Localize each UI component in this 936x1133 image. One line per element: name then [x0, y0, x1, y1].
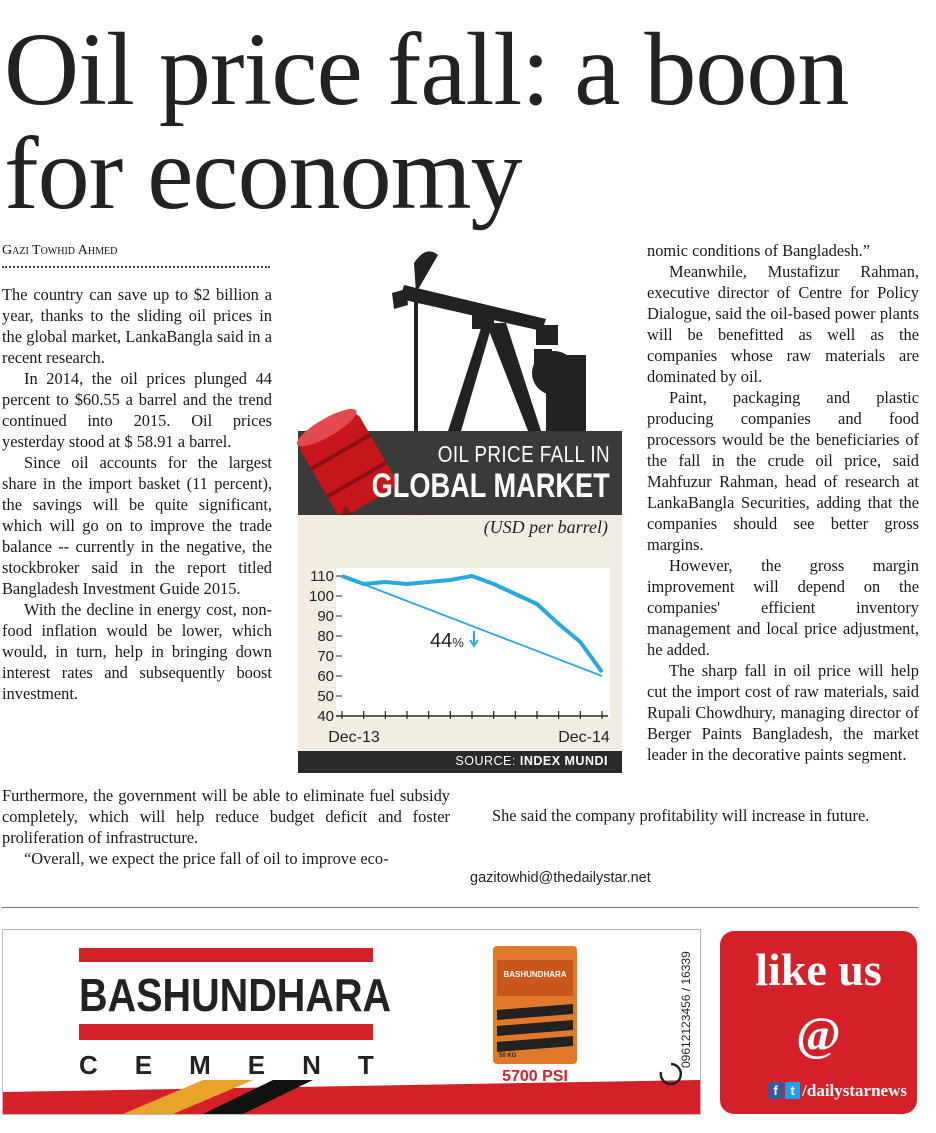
facebook-icon[interactable]: f — [768, 1082, 783, 1099]
like-us-text: like us — [755, 944, 882, 995]
paragraph: Since oil accounts for the largest share in the import basket (11 percent), the savings will be quite significant, which will go on to improve the trade balance -- currently in the negative, the stockbroker said in the report titled Bangladesh Investment Guide 2015. — [2, 453, 272, 598]
paragraph: She said the company profitability will increase in future. — [492, 806, 870, 825]
bag-weight: 50 KG — [499, 1053, 517, 1059]
change-value: 44 — [430, 630, 453, 652]
y-tick-label: 100 — [308, 588, 334, 605]
paragraph: The country can save up to $2 billion a year, thanks to the sliding oil prices in the global market, LankaBangla said in a recent research. — [2, 285, 272, 367]
paragraph: “Overall, we expect the price fall of oil to improve eco- — [24, 849, 389, 868]
ad-artwork — [3, 930, 700, 1114]
article-column-3 — [647, 240, 919, 765]
y-tick-label: 50 — [317, 688, 334, 705]
infographic — [296, 245, 622, 775]
article-column-1 — [2, 284, 272, 704]
source-label: SOURCE: — [455, 754, 516, 768]
byline: Gazi Towhid Ahmed — [2, 243, 118, 258]
y-tick-label: 90 — [317, 608, 334, 625]
headline: Oil price fall: a boon for economy — [4, 12, 849, 231]
twitter-icon[interactable]: t — [785, 1082, 800, 1099]
paragraph: Meanwhile, Mustafizur Rahman, executive director of Centre for Policy Dialogue, said the oil-based power plants will be benefitted as well as the companies whose raw materials are dominated by oil. — [647, 262, 919, 386]
bag-brand: BASHUNDHARA — [503, 970, 567, 979]
paragraph: The sharp fall in oil price will help cut the import cost of raw materials, said Rupali Chowdhury, managing director of Berger Paints Bangladesh, the market leader in the decorative paints segment. — [647, 661, 919, 764]
like-us-ad[interactable] — [720, 931, 917, 1114]
paragraph: Paint, packaging and plastic producing companies and food processors would be the beneficiaries of the fall in the crude oil price, said Mahfuzur Rahman, head of research at LankaBangla Securities, adding that the companies should see better gross margins. — [647, 388, 919, 554]
y-tick-label: 60 — [317, 668, 334, 685]
oil-price-chart — [296, 560, 622, 750]
x-tick-label: Dec-14 — [558, 729, 610, 746]
chart-source — [455, 754, 608, 768]
y-tick-label: 70 — [317, 648, 334, 665]
at-sign: @ — [796, 1008, 841, 1061]
social-handle: /dailystarnews — [802, 1081, 907, 1100]
psi-label: 5700 PSI — [502, 1068, 568, 1085]
ad-divider — [2, 907, 918, 908]
infographic-title-2: GLOBAL MARKET — [371, 467, 610, 505]
byline-divider — [2, 266, 270, 268]
y-tick-label: 80 — [317, 628, 334, 645]
chart-unit: (USD per barrel) — [483, 517, 608, 537]
source-name: INDEX MUNDI — [519, 754, 608, 768]
paragraph: With the decline in energy cost, non-food inflation would be lower, which would, in turn, help in bringing down interest rates and subsequently boost investment. — [2, 600, 272, 703]
phone-number: 09612123456 / 16339 — [679, 951, 693, 1068]
bashundhara-cement-ad[interactable] — [2, 929, 701, 1115]
y-tick-label: 110 — [310, 568, 334, 585]
infographic-title-1: OIL PRICE FALL IN — [437, 441, 610, 467]
paragraph: nomic conditions of Bangladesh.” — [647, 241, 871, 260]
y-tick-label: 40 — [317, 708, 334, 725]
brand-product: CEMENT — [79, 1050, 411, 1080]
article-column-span — [2, 785, 450, 869]
paragraph: In 2014, the oil prices plunged 44 percent to $60.55 a barrel and the trend continued into 2015. Oil prices yesterday stood at $ 58.91 a barrel. — [2, 369, 272, 451]
brand-name: BASHUNDHARA — [79, 969, 392, 1021]
change-unit: % — [452, 635, 464, 650]
author-email: gazitowhid@thedailystar.net — [470, 870, 651, 886]
article-column-end — [470, 805, 918, 826]
paragraph: Furthermore, the government will be able to eliminate fuel subsidy completely, which will help reduce budget deficit and foster proliferation of infrastructure. — [2, 786, 450, 847]
phone-wrap — [679, 942, 693, 1068]
paragraph: However, the gross margin improvement will depend on the companies' efficient inventory management and local price adjustment, he added. — [647, 556, 919, 659]
social-handle-row[interactable] — [740, 1081, 907, 1101]
x-tick-label: Dec-13 — [328, 729, 380, 746]
